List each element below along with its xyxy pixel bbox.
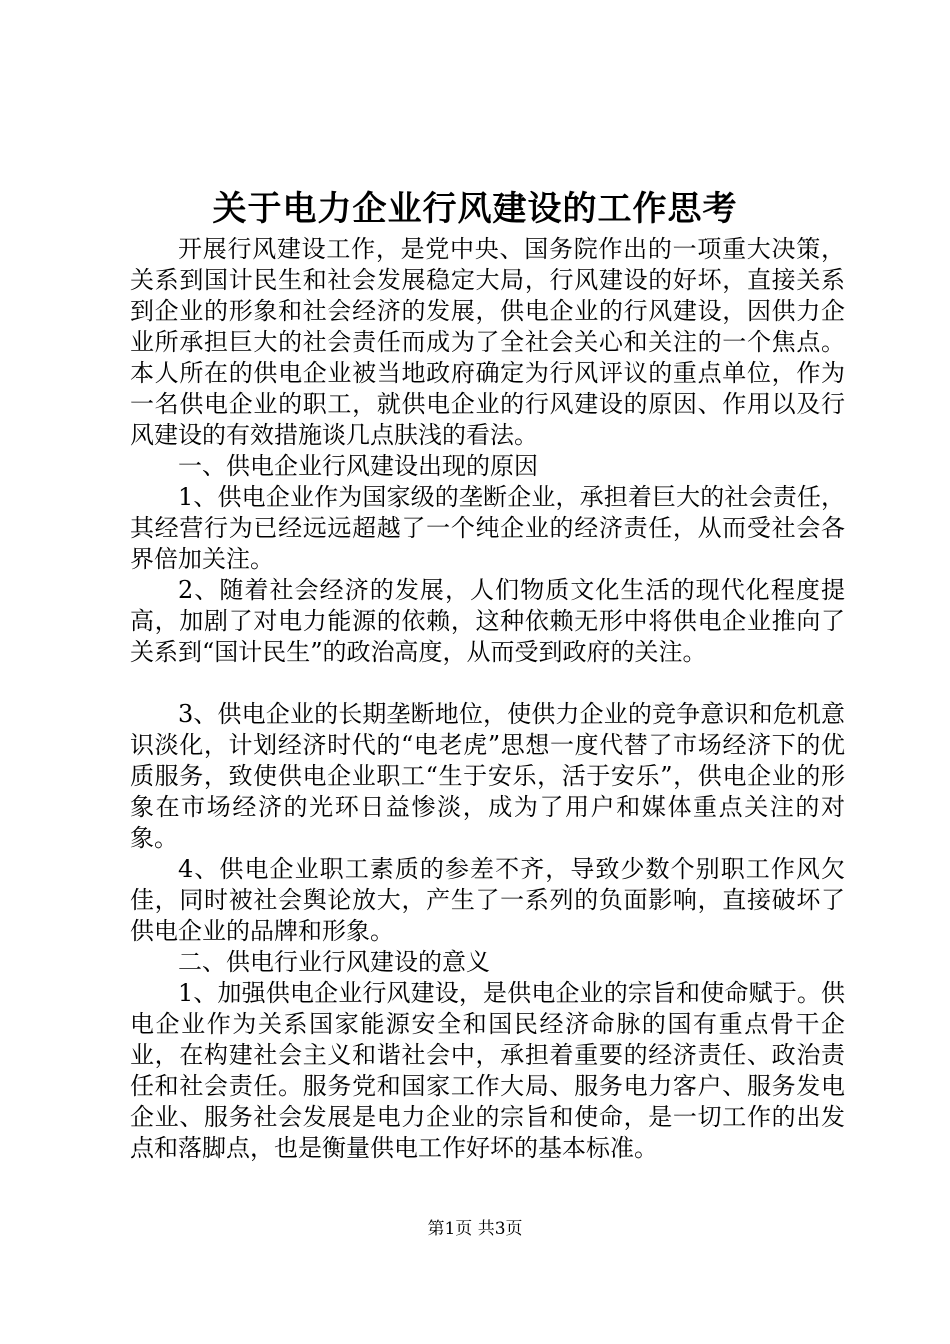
paragraph-1-4: 4、供电企业职工素质的参差不齐，导致少数个别职工作风欠佳，同时被社会舆论放大，产生了一系列的负面影响，直接破坏了供电企业的品牌和形象。 bbox=[130, 855, 845, 945]
document-title: 关于电力企业行风建设的工作思考 bbox=[212, 189, 738, 229]
paragraph-gap bbox=[130, 668, 845, 699]
section-heading-1: 一、供电企业行风建设出现的原因 bbox=[178, 452, 538, 480]
document-body bbox=[130, 234, 845, 1164]
paragraph-1-3: 3、供电企业的长期垄断地位，使供力企业的竞争意识和危机意识淡化，计划经济时代的“电老虎”思想一度代替了市场经济下的优质服务，致使供电企业职工“生于安乐，活于安乐”，供电企业的形象在市场经济的光环日益惨淡，成为了用户和媒体重点关注的对象。 bbox=[130, 700, 845, 852]
paragraph-intro: 开展行风建设工作，是党中央、国务院作出的一项重大决策，关系到国计民生和社会发展稳定大局，行风建设的好坏，直接关系到企业的形象和社会经济的发展，供电企业的行风建设，因供力企业所承担巨大的社会责任而成为了全社会关心和关注的一个焦点。本人所在的供电企业被当地政府确定为行风评议的重点单位，作为一名供电企业的职工，就供电企业的行风建设的原因、作用以及行风建设的有效措施谈几点肤浅的看法。 bbox=[130, 235, 845, 449]
paragraph-1-2: 2、随着社会经济的发展，人们物质文化生活的现代化程度提高，加剧了对电力能源的依赖，这种依赖无形中将供电企业推向了关系到“国计民生”的政治高度，从而受到政府的关注。 bbox=[130, 576, 845, 666]
page-footer: 第1页 共3页 bbox=[427, 1219, 523, 1239]
section-heading-2: 二、供电行业行风建设的意义 bbox=[178, 948, 490, 976]
paragraph-2-1: 1、加强供电企业行风建设，是供电企业的宗旨和使命赋于。供电企业作为关系国家能源安全和国民经济命脉的国有重点骨干企业，在构建社会主义和谐社会中，承担着重要的经济责任、政治责任和社会责任。服务党和国家工作大局、服务电力客户、服务发电企业、服务社会发展是电力企业的宗旨和使命，是一切工作的出发点和落脚点，也是衡量供电工作好坏的基本标准。 bbox=[130, 979, 845, 1162]
paragraph-1-1: 1、供电企业作为国家级的垄断企业，承担着巨大的社会责任，其经营行为已经远远超越了一个纯企业的经济责任，从而受社会各界倍加关注。 bbox=[130, 483, 845, 573]
